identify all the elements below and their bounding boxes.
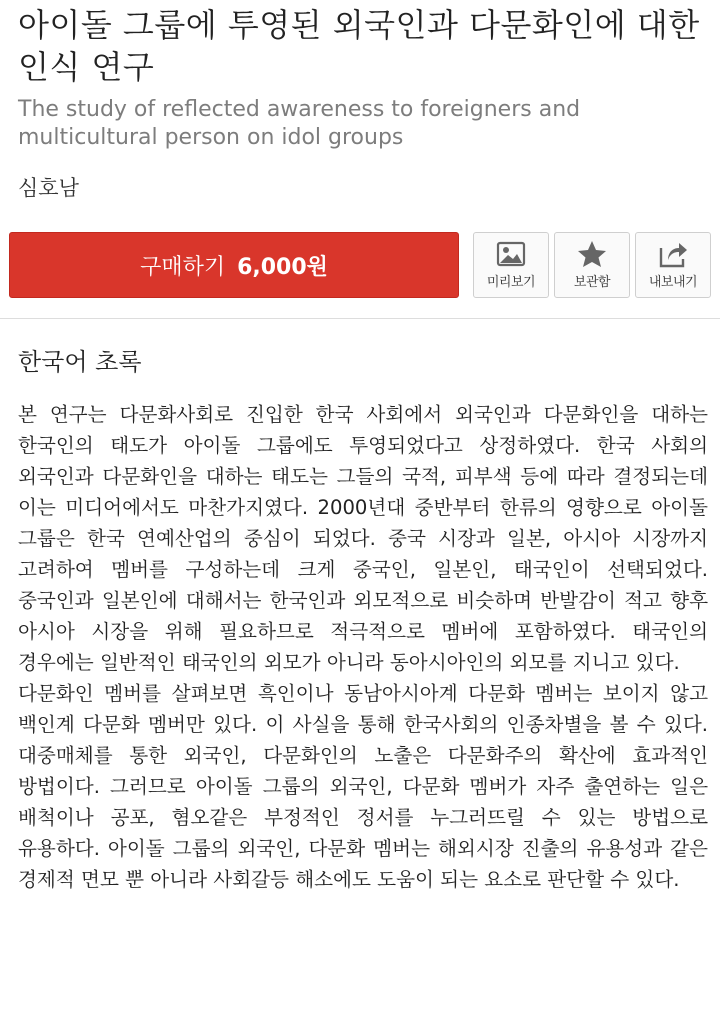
price: 6,000원 (237, 254, 328, 280)
buy-label: 구매하기 (140, 254, 226, 280)
abstract-paragraph: 다문화인 멤버를 살펴보면 흑인이나 동남아시아계 다문화 멤버는 보이지 않고 백인계 다문화 멤버만 있다. 이 사실을 통해 한국사회의 인종차별을 볼 수 있다. 대중매체를 통한 외국인, 다문화인의 노출은 다문화주의 확산에 효과적인 방법이다. 그러므로 아이돌 그룹의 외국인, 다문화 멤버가 자주 출연하는 일은 배척이나 공포, 혐오같은 부정적인 정서를 누그러뜨릴 수 있는 방법으로 유용하다. 아이돌 그룹의 외국인, 다문화 멤버는 해외시장 진출의 유용성과 같은 경제적 면모 뿐 아니라 사회갈등 해소에도 도움이 되는 요소로 판단할 수 있다. (18, 682, 708, 891)
share-icon (658, 240, 688, 268)
image-icon (496, 240, 526, 268)
save-label: 보관함 (573, 275, 611, 290)
paper-title: 아이돌 그룹에 투영된 외국인과 다문화인에 대한 인식 연구 (18, 6, 700, 86)
buy-button[interactable] (9, 232, 459, 298)
star-icon (577, 240, 607, 268)
paper-header (0, 0, 720, 202)
abstract-heading: 한국어 초록 (18, 348, 142, 376)
author-name[interactable]: 심호남 (18, 176, 79, 200)
paper-subtitle: The study of reflected awareness to foreigners and multicultural person on idol groups (18, 97, 581, 150)
preview-label: 미리보기 (486, 275, 536, 290)
export-button[interactable] (635, 232, 711, 298)
export-label: 내보내기 (648, 275, 698, 290)
abstract-section (18, 345, 708, 895)
section-divider (0, 318, 720, 319)
preview-button[interactable] (473, 232, 549, 298)
save-button[interactable] (554, 232, 630, 298)
action-bar (9, 232, 711, 298)
abstract-paragraph: 본 연구는 다문화사회로 진입한 한국 사회에서 외국인과 다문화인을 대하는 한국인의 태도가 아이돌 그룹에도 투영되었다고 상정하였다. 한국 사회의 외국인과 다문화인을 대하는 태도는 그들의 국적, 피부색 등에 따라 결정되는데 이는 미디어에서도 마찬가지였다. 2000년대 중반부터 한류의 영향으로 아이돌 그룹은 한국 연예산업의 중심이 되었다. 중국 시장과 일본, 아시아 시장까지 고려하여 멤버를 구성하는데 크게 중국인, 일본인, 태국인이 선택되었다. 중국인과 일본인에 대해서는 한국인과 외모적으로 비슷하며 반발감이 적고 향후 아시아 시장을 위해 필요하므로 적극적으로 멤버에 포함하였다. 태국인의 경우에는 일반적인 태국인의 외모가 아니라 동아시아인의 외모를 지니고 있다. (18, 403, 708, 674)
abstract-body (18, 399, 708, 895)
